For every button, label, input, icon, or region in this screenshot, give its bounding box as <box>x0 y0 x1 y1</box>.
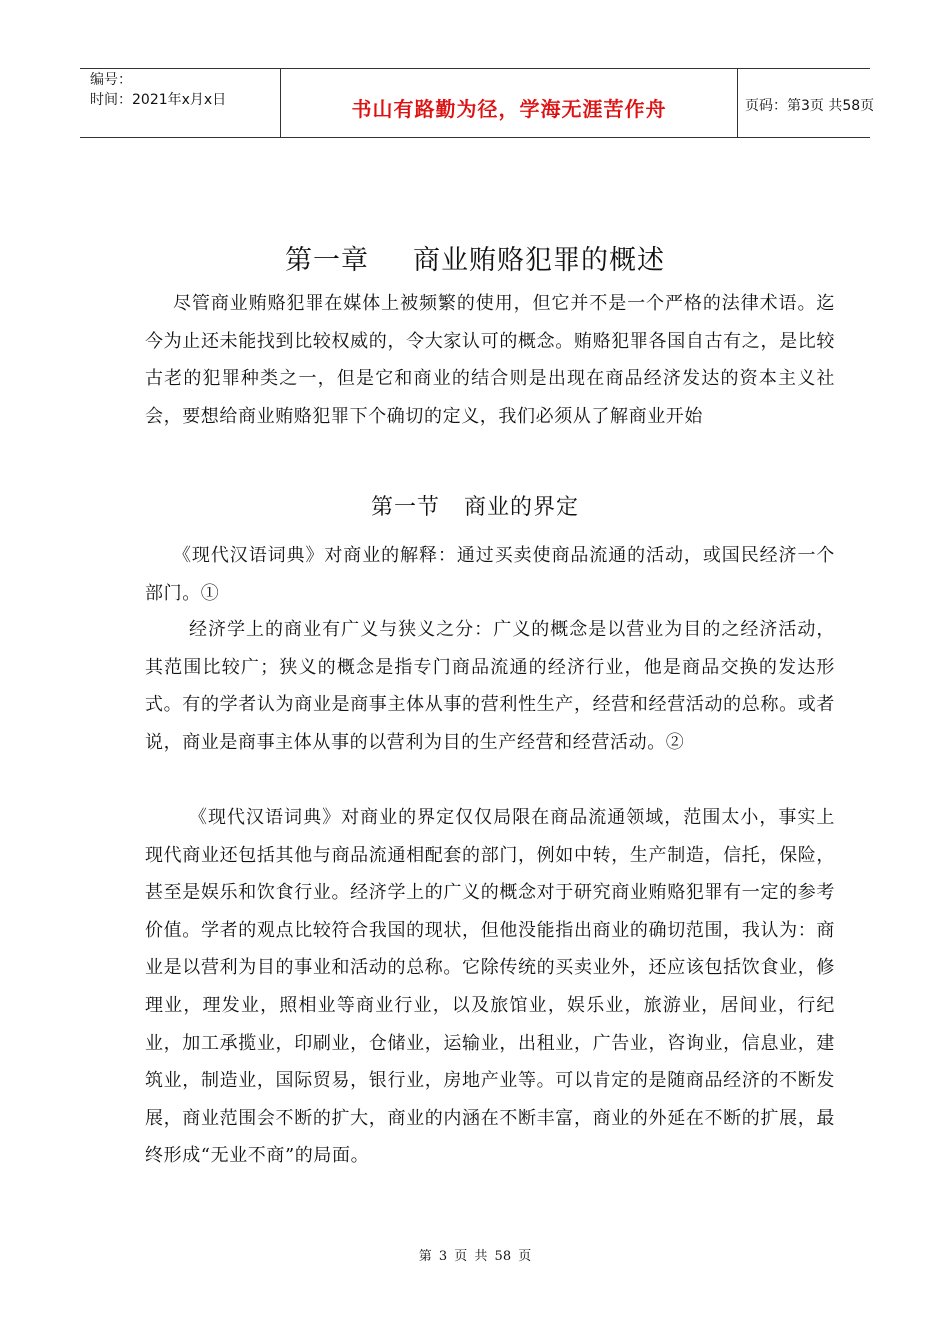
header-page-code: 页码：第3页 共58页 <box>745 98 875 114</box>
section-title <box>0 490 950 521</box>
section-number: 第一节 <box>370 495 440 520</box>
document-header <box>80 68 875 138</box>
chapter-number: 第一章 <box>285 245 369 276</box>
header-motto: 书山有路勤为径，学海无涯苦作舟 <box>351 97 667 121</box>
intro-paragraph: 尽管商业贿赂犯罪在媒体上被频繁的使用，但它并不是一个严格的法律术语。迄今为止还未能找到比较权威的，令大家认可的概念。贿赂犯罪各国自古有之，是比较古老的犯罪种类之一，但是它和商业的结合则是出现在商品经济发达的资本主义社会，要想给商业贿赂犯罪下个确切的定义，我们必须从了解商业开始 <box>145 293 835 427</box>
header-motto-cell <box>280 69 738 137</box>
chapter-name: 商业贿赂犯罪的概述 <box>413 245 665 276</box>
chapter-title <box>0 238 950 277</box>
header-meta-cell <box>80 69 280 137</box>
dictionary-paragraph: 《现代汉语词典》对商业的解释：通过买卖使商品流通的活动，或国民经济一个部门。① <box>145 545 835 604</box>
page-footer: 第 3 页 共 58 页 <box>418 1249 532 1264</box>
section-name: 商业的界定 <box>464 495 580 520</box>
analysis-paragraph: 《现代汉语词典》对商业的界定仅仅局限在商品流通领域，范围太小，事实上现代商业还包括其他与商品流通相配套的部门，例如中转，生产制造，信托，保险，甚至是娱乐和饮食行业。经济学上的广义的概念对于研究商业贿赂犯罪有一定的参考价值。学者的观点比较符合我国的现状，但他没能指出商业的确切范围，我认为：商业是以营利为目的事业和活动的总称。它除传统的买卖业外，还应该包括饮食业，修理业，理发业，照相业等商业行业，以及旅馆业，娱乐业，旅游业，居间业，行纪业，加工承揽业，印刷业，仓储业，运输业，出租业，广告业，咨询业，信息业，建筑业，制造业，国际贸易，银行业，房地产业等。可以肯定的是随商品经济的不断发展，商业范围会不断的扩大，商业的内涵在不断丰富，商业的外延在不断的扩展，最终形成“无业不商”的局面。 <box>145 807 835 1167</box>
economics-paragraph: 经济学上的商业有广义与狭义之分：广义的概念是以营业为目的之经济活动，其范围比较广；狭义的概念是指专门商品流通的经济行业，他是商品交换的发达形式。有的学者认为商业是商事主体从事的营利性生产，经营和经营活动的总称。或者说，商业是商事主体从事的以营利为目的生产经营和经营活动。② <box>145 619 835 753</box>
document-number-label: 编号： <box>90 72 132 88</box>
header-page-cell <box>737 69 875 137</box>
document-time-label: 时间：2021年x月x日 <box>90 92 227 108</box>
